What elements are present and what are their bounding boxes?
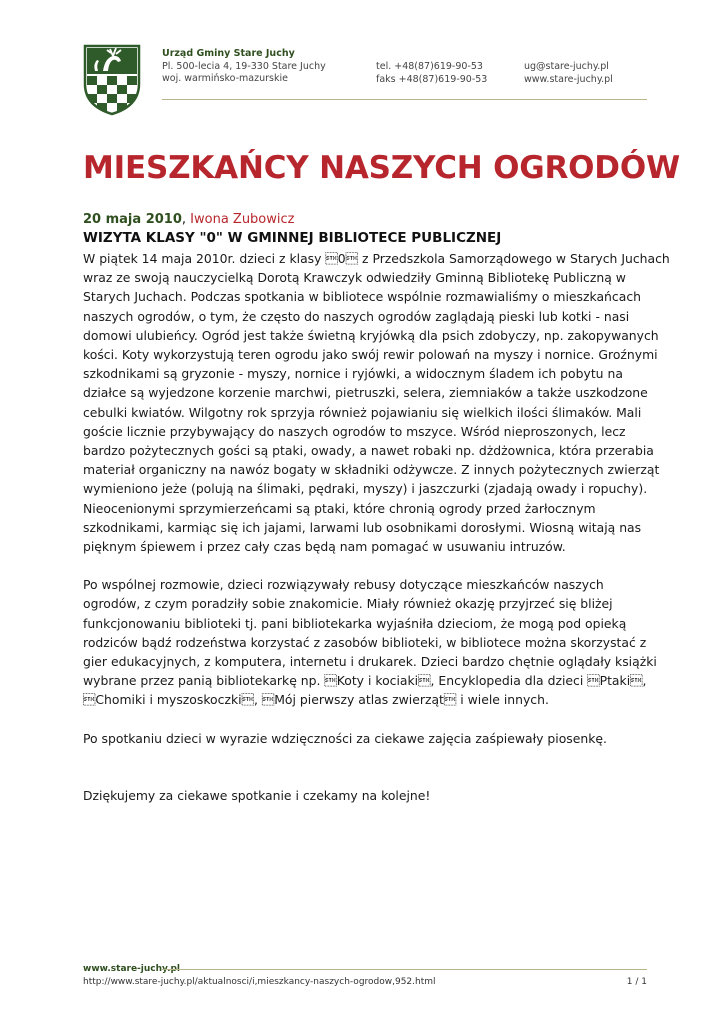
paragraph-gap: [83, 556, 653, 575]
paragraph-2-line: ogrodów, z czym poradziły sobie znakomicie. Miały również okazję przyjrzeć się bliżej: [83, 596, 613, 612]
paragraph-1-line: bardzo pożytecznych gości są ptaki, owady, a nawet robaki np. dżdżownica, która przerabia: [83, 443, 654, 459]
header-address: [162, 48, 326, 86]
paragraph-1-line: działce są wyjedzone korzenie marchwi, pietruszki, selera, ziemniaków a także uszkodzone: [83, 385, 648, 401]
closing-line: Dziękujemy za ciekawe spotkanie i czekamy na kolejne!: [83, 787, 431, 803]
paragraph-2-line: rodziców bądź rodzeństwa korzystać z zasobów biblioteki, w bibliotece można skorzystać z: [83, 634, 647, 650]
footer-url[interactable]: http://www.stare-juchy.pl/aktualnosci/i,mieszkancy-naszych-ogrodow,952.html: [83, 977, 436, 987]
paragraph-1-line: cebulki kwiatów. Wilgotny rok sprzyja również pojawianiu się wielkich ilości ślimaków. Mali: [83, 404, 642, 420]
paragraph-2-line: Po wspólnej rozmowie, dzieci rozwiązywały rebusy dotyczące mieszkańców naszych: [83, 577, 604, 593]
phone: tel. +48(87)619-90-53: [376, 61, 483, 72]
meta-separator: ,: [181, 212, 187, 227]
footer-divider: [162, 969, 647, 970]
address-line-1: Pl. 500-lecia 4, 19-330 Stare Juchy: [162, 60, 326, 72]
paragraph-1-line: kości. Koty wykorzystują teren ogrodu jako swój rewir polowań na myszy i nornice. Groźnymi: [83, 347, 658, 363]
paragraph-1-line: naszych ogrodów, o tym, że często do naszych ogrodów zaglądają pieski lub kotki - nasi: [83, 308, 630, 324]
fax: faks +48(87)619-90-53: [376, 73, 488, 85]
paragraph-1-line: Starych Juchach. Podczas spotkania w bibliotece wspólnie rozmawialiśmy o mieszkańcach: [83, 289, 641, 305]
page-title: MIESZKAŃCY NASZYCH OGRODÓW: [83, 150, 680, 186]
article-author: Iwona Zubowicz: [190, 212, 295, 227]
address-line-2: woj. warmińsko-mazurskie: [162, 73, 288, 84]
paragraph-1-line: W piątek 14 maja 2010r. dzieci z klasy 0 z Przedszkola Samorządowego w Starych Juchach: [83, 251, 670, 266]
paragraph-gap: [83, 710, 653, 729]
paragraph-2-line: Chomiki i myszoskoczki, Mój pierwszy atlas zwierząt i wiele innych.: [83, 692, 549, 708]
article-date: 20 maja 2010: [83, 212, 182, 227]
paragraph-2-line: wybrane przez panią bibliotekarkę np. Koty i kociaki, Encyklopedia dla dzieci Ptaki,: [83, 673, 647, 689]
paragraph-1-line: szkodnikami są gryzonie - myszy, nornice i ryjówki, a widocznym śladem ich pobytu na: [83, 366, 623, 382]
page-number: 1 / 1: [626, 977, 647, 987]
paragraph-1-line: materiał organiczny na nawóz bogaty w składniki odżywcze. Z innych pożytecznych zwierząt: [83, 462, 660, 478]
footer-site-link[interactable]: www.stare-juchy.pl: [83, 964, 181, 974]
article-subtitle: WIZYTA KLASY "0" W GMINNEJ BIBLIOTECE PUBLICZNEJ: [83, 230, 502, 246]
header-phones: [376, 61, 487, 86]
paragraph-1-line: Nieocenionymi sprzymierzeńcami są ptaki, które chronią ogrody przed żarłocznym: [83, 500, 596, 516]
paragraph-1-line: wymieniono jeże (polują na ślimaki, pędraki, myszy) i jaszczurki (zjadają owady i ropuchy).: [83, 481, 648, 497]
paragraph-1-line: wraz ze swoją nauczycielką Dorotą Krawczyk odwiedziły Gminną Bibliotekę Publiczną w: [83, 270, 626, 286]
article-meta: [83, 212, 294, 227]
paragraph-1-line: goście licznie przybywający do naszych ogrodów to mszyce. Wśród nieproszonych, lecz: [83, 423, 626, 439]
paragraph-3: Po spotkaniu dzieci w wyrazie wdzięczności za ciekawe zajęcia zaśpiewały piosenkę.: [83, 730, 607, 746]
paragraph-1-line: pięknym śpiewem i przez cały czas będą nam pomagać w usuwaniu intruzów.: [83, 539, 566, 555]
email-link[interactable]: ug@stare-juchy.pl: [524, 61, 609, 72]
website-link[interactable]: www.stare-juchy.pl: [524, 73, 613, 85]
paragraph-gap: [83, 748, 653, 786]
paragraph-2-line: funkcjonowaniu biblioteki tj. pani bibliotekarka wyjaśniła dzieciom, że mogą pod opieką: [83, 615, 627, 631]
paragraph-2-line: gier edukacyjnych, z komputera, internetu i drukarek. Dzieci bardzo chętnie oglądały książki: [83, 654, 657, 670]
header-contacts: [524, 61, 613, 86]
coat-of-arms-icon: [83, 44, 141, 116]
paragraph-1-line: domowi ulubieńcy. Ogród jest także świetną kryjówką dla psich zdobyczy, np. zakopywanych: [83, 327, 659, 343]
header-divider: [162, 99, 647, 100]
org-name: Urząd Gminy Stare Juchy: [162, 48, 295, 59]
article-body: [83, 249, 670, 805]
paragraph-1-line: szkodnikami, karmiąc się ich jajami, larwami lub osobnikami dorosłymi. Wiosną witają nas: [83, 519, 642, 535]
